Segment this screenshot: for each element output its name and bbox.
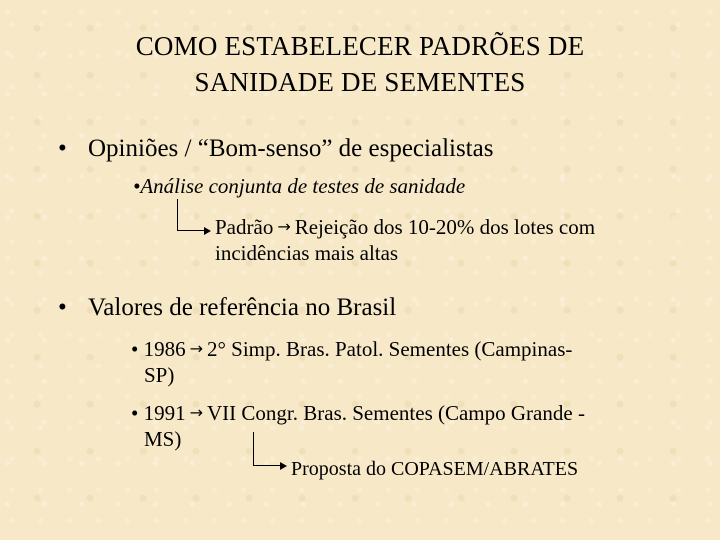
right-arrow-icon: → <box>189 339 204 358</box>
note-padrao-line-2: incidências mais altas <box>215 241 399 265</box>
item-1986-year: 1986 <box>143 337 186 361</box>
bullet-valores-text: Valores de referência no Brasil <box>88 294 397 321</box>
item-1986-text: 2° Simp. Bras. Patol. Sementes (Campinas- <box>207 337 573 361</box>
connector-arrow-icon <box>177 199 204 231</box>
item-1986-line-1 <box>131 336 701 362</box>
bullet-opinioes-text: Opiniões / “Bom-senso” de especialistas <box>88 135 494 162</box>
note-padrao <box>215 214 715 266</box>
connector-arrow-icon <box>253 432 280 466</box>
subbullet-marker: • <box>133 174 141 198</box>
item-1991-text: VII Congr. Bras. Sementes (Campo Grande - <box>207 401 585 425</box>
item-1991-line-1 <box>131 400 701 426</box>
bullet-marker: • <box>58 135 67 162</box>
item-1991 <box>131 400 701 452</box>
title-line-2: SANIDADE DE SEMENTES <box>194 67 526 97</box>
right-arrow-icon: → <box>189 403 204 422</box>
item-1986 <box>131 336 701 388</box>
note-padrao-line-1 <box>215 214 715 240</box>
subbullet-analise <box>133 174 465 199</box>
subbullet-analise-text: Análise conjunta de testes de sanidade <box>140 174 466 198</box>
note-padrao-rest: Rejeição dos 10-20% dos lotes com <box>294 215 596 239</box>
title-line-1: COMO ESTABELECER PADRÕES DE <box>135 31 585 61</box>
item-1986-line-2: SP) <box>144 363 175 387</box>
note-proposta: Proposta do COPASEM/ABRATES <box>291 458 579 480</box>
item-marker: • <box>131 401 139 425</box>
note-padrao-lead: Padrão <box>215 215 274 239</box>
item-1991-line-2: MS) <box>144 427 182 451</box>
item-1991-year: 1991 <box>143 401 186 425</box>
right-arrow-icon: → <box>277 217 291 236</box>
bullet-marker: • <box>58 294 67 321</box>
slide-title <box>0 28 720 100</box>
item-marker: • <box>131 337 139 361</box>
